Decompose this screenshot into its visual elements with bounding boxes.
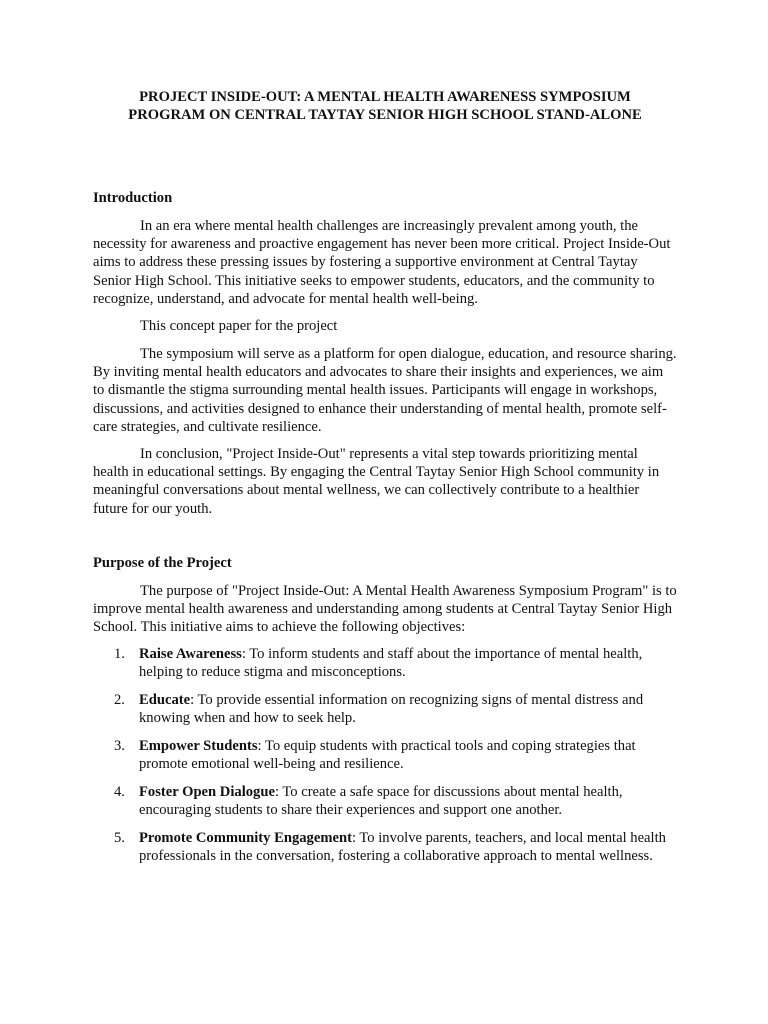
list-item-term: Educate <box>139 691 191 708</box>
objectives-list <box>93 645 677 875</box>
list-item-text: : To equip students with practical tools and coping strategies that promote emotional well-being and resilience. <box>139 737 636 773</box>
list-item <box>93 645 677 681</box>
list-item-term: Raise Awareness <box>139 646 242 662</box>
list-item-number: 3. <box>114 737 125 754</box>
list-item-term: Foster Open Dialogue <box>139 783 275 800</box>
list-item-number: 5. <box>114 829 125 846</box>
purpose-intro-paragraph: The purpose of "Project Inside-Out: A Mental Health Awareness Symposium Program" is to improve mental health awareness and understanding among students at Central Taytay Senior High School. This initiative aims to achieve the following objectives: <box>93 583 677 636</box>
intro-paragraph-1: In an era where mental health challenges are increasingly prevalent among youth, the necessity for awareness and proactive engagement has never been more critical. Project Inside-Out aims to address these pressing issues by fostering a supportive environment at Central Taytay Senior High School. This initiative seeks to empower students, educators, and the community to recognize, understand, and advocate for mental health well-being. <box>93 218 671 307</box>
title-line-1: PROJECT INSIDE-OUT: A MENTAL HEALTH AWARENESS SYMPOSIUM <box>139 89 631 105</box>
list-item <box>93 783 677 819</box>
intro-paragraph-3: The symposium will serve as a platform for open dialogue, education, and resource sharing. By inviting mental health educators and advocates to share their insights and experiences, we aim to dismantle the stigma surrounding mental health issues. Participants will engage in workshops, discussions, and activities designed to enhance their understanding of mental health, promote self-care strategies, and cultivate resilience. <box>93 346 677 435</box>
list-item-text: : To involve parents, teachers, and local mental health professionals in the conversation, fostering a collaborative approach to mental wellness. <box>139 829 666 864</box>
list-item-text: : To provide essential information on recognizing signs of mental distress and knowing when and how to seek help. <box>139 691 644 727</box>
list-item-number: 4. <box>114 783 125 800</box>
list-item <box>93 737 677 773</box>
list-item-text: : To create a safe space for discussions about mental health, encouraging students to share their experiences and support one another. <box>139 783 623 818</box>
list-item <box>93 829 677 865</box>
intro-paragraph-2: This concept paper for the project <box>140 318 338 334</box>
list-item-number: 1. <box>114 646 125 662</box>
document-title <box>93 88 677 124</box>
list-item-text: : To inform students and staff about the importance of mental health, helping to reduce stigma and misconceptions. <box>139 646 643 681</box>
list-item <box>93 691 677 727</box>
list-item-term: Promote Community Engagement <box>139 829 352 846</box>
purpose-heading: Purpose of the Project <box>93 555 232 571</box>
title-line-2: PROGRAM ON CENTRAL TAYTAY SENIOR HIGH SCHOOL STAND-ALONE <box>128 107 642 123</box>
list-item-number: 2. <box>114 691 125 708</box>
intro-paragraph-4: In conclusion, "Project Inside-Out" represents a vital step towards prioritizing mental health in educational settings. By engaging the Central Taytay Senior High School community in meaningful conversations about mental wellness, we can collectively contribute to a healthier future for our youth. <box>93 446 660 517</box>
list-item-term: Empower Students <box>139 737 258 754</box>
introduction-heading: Introduction <box>93 190 173 206</box>
